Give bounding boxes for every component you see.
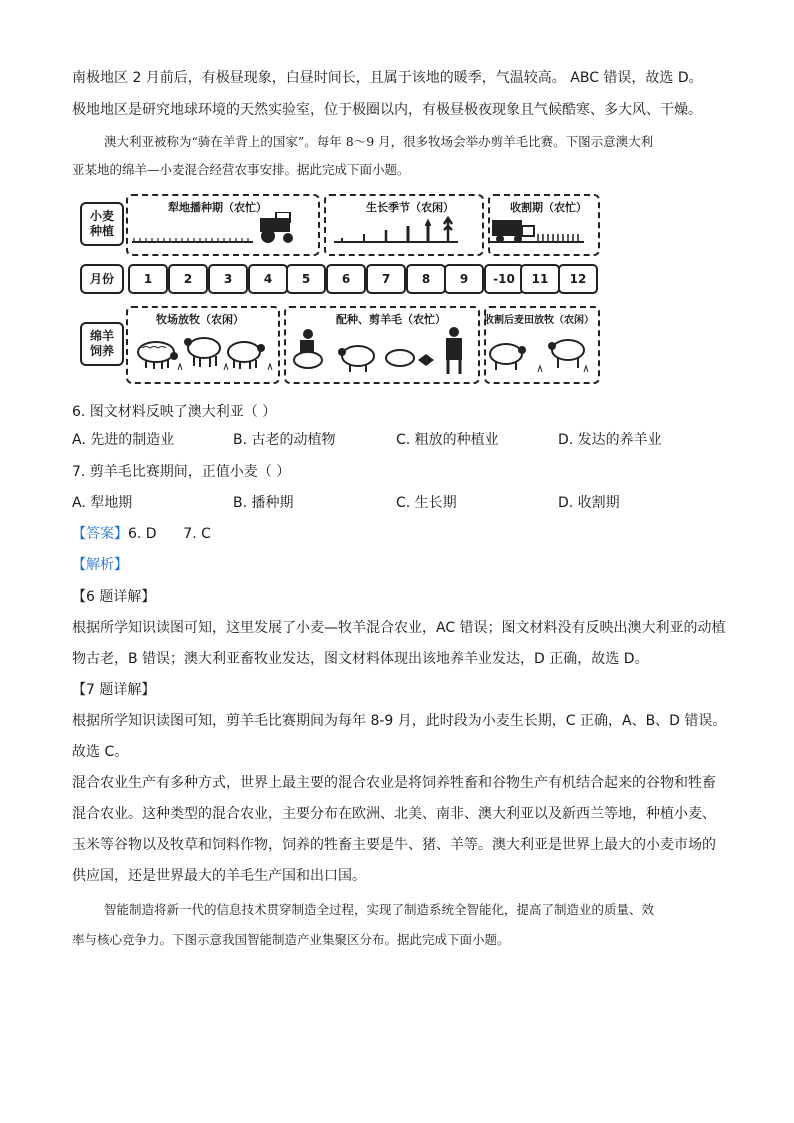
month-box-11 <box>520 264 560 294</box>
stubble-grazing-illustration <box>490 340 588 372</box>
month-label-7: 7 <box>381 272 391 286</box>
detail6-label: 【6 题详解】 <box>72 589 156 605</box>
detail7-line-2: 故选 C。 <box>72 744 129 760</box>
plowed-field-illustration <box>132 238 253 242</box>
sheep-row-label <box>80 322 124 366</box>
q6-option-c[interactable]: C. 粗放的种植业 <box>396 432 499 448</box>
month-box-12 <box>558 264 598 294</box>
month-row-label <box>80 264 124 294</box>
month-label-6: 6 <box>341 272 351 286</box>
month-box-7 <box>366 264 406 294</box>
month-box-3 <box>208 264 248 294</box>
detail6-line-2: 物古老，B 错误；澳大利亚畜牧业发达，图文材料体现出该地养羊业发达，D 正确，故选 D。 <box>72 651 649 667</box>
month-label-2: 2 <box>183 272 193 286</box>
q6-option-a[interactable]: A. 先进的制造业 <box>72 432 175 448</box>
month-box-1 <box>128 264 168 294</box>
growing-wheat-illustration <box>334 218 458 242</box>
month-label-1: 1 <box>143 272 153 286</box>
q6-option-d[interactable]: D. 发达的养羊业 <box>558 432 662 448</box>
passage-line-1: 澳大利亚被称为“骑在羊背上的国家”。每年 8～9 月，很多牧场会举办剪羊毛比赛。下图示意澳大利 <box>104 134 654 149</box>
month-box-10 <box>484 264 524 294</box>
sheep-illustrations <box>128 326 598 378</box>
month-label-10: -10 <box>493 272 515 286</box>
q7-option-c[interactable]: C. 生长期 <box>396 495 457 511</box>
answer-text: 6. D 7. C <box>128 526 211 542</box>
detail6-line-1: 根据所学知识读图可知，这里发展了小麦—牧羊混合农业，AC 错误；图文材料没有反映出澳大利亚的动植 <box>72 620 726 636</box>
farm-calendar-figure <box>80 190 600 385</box>
month-box-9 <box>444 264 484 294</box>
month-label-11: 11 <box>531 272 549 286</box>
wheat-phase-harvest: 收割期（农忙） <box>510 201 587 214</box>
harvester-icon <box>490 220 584 243</box>
q7-option-d[interactable]: D. 收割期 <box>558 495 620 511</box>
next-passage-line-1: 智能制造将新一代的信息技术贯穿制造全过程，实现了制造系统全智能化，提高了制造业的质量、效 <box>104 902 655 917</box>
month-box-2 <box>168 264 208 294</box>
month-label-8: 8 <box>421 272 431 286</box>
mixed-line-2: 混合农业。这种类型的混合农业，主要分布在欧洲、北美、南非、澳大利亚以及新西兰等地，种植小麦、 <box>72 806 716 822</box>
month-row-label-text: 月份 <box>89 271 114 286</box>
detail7-line-1: 根据所学知识读图可知，剪羊毛比赛期间为每年 8-9 月，此时段为小麦生长期，C 正确，A、B、D 错误。 <box>72 713 727 729</box>
intro-line-1: 南极地区 2 月前后，有极昼现象，白昼时间长，且属于该地的暖季，气温较高。 ABC 错误，故选 D。 <box>72 70 703 86</box>
mixed-line-1: 混合农业生产有多种方式，世界上最主要的混合农业是将饲养牲畜和谷物生产有机结合起来的谷物和牲畜 <box>72 775 716 791</box>
grazing-sheep-illustration <box>138 338 272 370</box>
month-label-4: 4 <box>263 272 273 286</box>
intro-line-2: 极地地区是研究地球环境的天然实验室，位于极圈以内，有极昼极夜现象且气候酷寒、多大风、干燥。 <box>72 102 702 118</box>
answer-line <box>72 524 211 544</box>
month-box-8 <box>406 264 446 294</box>
sheep-phase-stubble: 收割后麦田放牧（农闲） <box>484 315 594 326</box>
q6-option-b[interactable]: B. 古老的动植物 <box>233 432 336 448</box>
month-box-4 <box>248 264 288 294</box>
q7-option-a[interactable]: A. 犁地期 <box>72 495 133 511</box>
month-label-3: 3 <box>223 272 233 286</box>
q6-stem: 6. 图文材料反映了澳大利亚（ ） <box>72 404 277 420</box>
shearing-illustration <box>294 327 462 374</box>
month-label-9: 9 <box>459 272 469 286</box>
mixed-line-4: 供应国，还是世界最大的羊毛生产国和出口国。 <box>72 868 366 884</box>
sheep-row-label-text: 绵羊饲养 <box>89 329 114 358</box>
wheat-phase-growing: 生长季节（农闲） <box>366 201 454 214</box>
month-box-6 <box>326 264 366 294</box>
q7-stem: 7. 剪羊毛比赛期间，正值小麦（ ） <box>72 464 291 480</box>
wheat-illustrations <box>128 212 598 252</box>
passage-line-2: 亚某地的绵羊—小麦混合经营农事安排。据此完成下面小题。 <box>72 162 410 177</box>
wheat-row-label-text: 小麦种植 <box>89 209 114 238</box>
month-label-5: 5 <box>301 272 311 286</box>
month-label-12: 12 <box>569 272 587 286</box>
next-passage-line-2: 率与核心竞争力。下图示意我国智能制造产业集聚区分布。据此完成下面小题。 <box>72 932 510 947</box>
sheep-phase-shearing: 配种、剪羊毛（农忙） <box>336 313 446 326</box>
wheat-row-label <box>80 202 124 246</box>
analysis-label: 【解析】 <box>72 557 128 573</box>
tractor-icon <box>260 212 293 243</box>
detail7-label: 【7 题详解】 <box>72 682 156 698</box>
q7-option-b[interactable]: B. 播种期 <box>233 495 294 511</box>
month-box-5 <box>286 264 326 294</box>
answer-label: 【答案】 <box>72 526 128 542</box>
mixed-line-3: 玉米等谷物以及牧草和饲料作物，饲养的牲畜主要是牛、猪、羊等。澳大利亚是世界上最大的小麦市场的 <box>72 837 716 853</box>
wheat-phase-plowing: 犁地播种期（农忙） <box>168 201 267 214</box>
sheep-phase-pasture: 牧场放牧（农闲） <box>156 313 244 326</box>
